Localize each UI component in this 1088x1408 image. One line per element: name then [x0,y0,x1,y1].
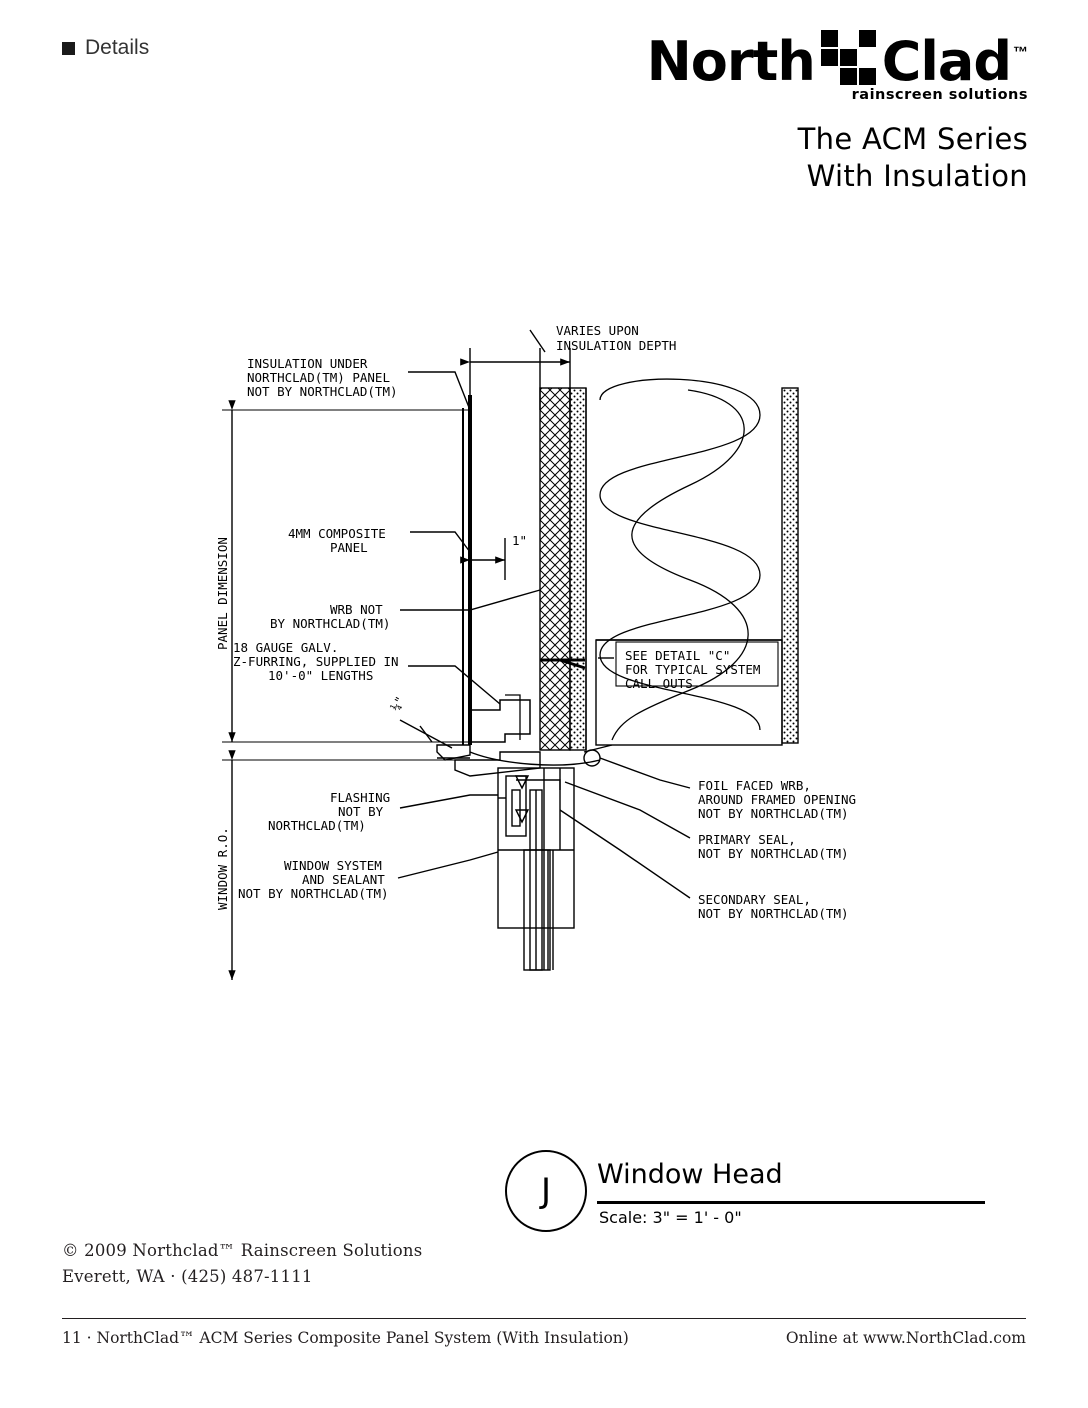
svg-text:PRIMARY SEAL,: PRIMARY SEAL, [698,832,796,847]
detail-scale: Scale: 3" = 1' - 0" [599,1208,742,1227]
copyright-line: © 2009 Northclad™ Rainscreen Solutions [62,1241,423,1260]
svg-text:4MM COMPOSITE: 4MM COMPOSITE [288,526,386,541]
details-tag [62,36,149,60]
svg-text:SECONDARY SEAL,: SECONDARY SEAL, [698,892,811,907]
copyright-block [62,1238,422,1289]
svg-text:NOT BY: NOT BY [338,804,384,819]
svg-text:WINDOW R.O.: WINDOW R.O. [215,827,230,910]
svg-text:WINDOW SYSTEM: WINDOW SYSTEM [284,858,382,873]
logo-text-north: North [646,30,815,93]
svg-text:18 GAUGE GALV.: 18 GAUGE GALV. [233,640,339,655]
detail-bubble [505,1150,587,1232]
svg-text:CALL OUTS: CALL OUTS [625,676,693,691]
logo-text-clad: Clad [881,30,1011,93]
series-title-line2: With Insulation [806,159,1028,194]
address-line: Everett, WA · (425) 487-1111 [62,1266,313,1286]
detail-bubble-letter: J [540,1171,552,1211]
svg-text:NOT BY NORTHCLAD(TM): NOT BY NORTHCLAD(TM) [247,384,398,399]
svg-text:Z-FURRING, SUPPLIED IN: Z-FURRING, SUPPLIED IN [233,654,399,669]
svg-text:INSULATION UNDER: INSULATION UNDER [247,356,368,371]
square-bullet-icon [62,42,75,55]
brand-logo [647,30,1028,195]
svg-text:NOT BY NORTHCLAD(TM): NOT BY NORTHCLAD(TM) [238,886,389,901]
svg-text:AND SEALANT: AND SEALANT [302,872,385,887]
svg-text:FLASHING: FLASHING [330,790,391,805]
window-head-detail-drawing [0,290,1088,1010]
svg-text:NOT BY NORTHCLAD(TM): NOT BY NORTHCLAD(TM) [698,846,849,861]
svg-text:SEE DETAIL "C": SEE DETAIL "C" [625,648,731,663]
svg-text:NOT BY NORTHCLAD(TM): NOT BY NORTHCLAD(TM) [698,906,849,921]
page-note: 11 · NorthClad™ ACM Series Composite Panel System (With Insulation) [62,1329,629,1347]
svg-text:1": 1" [512,533,528,548]
footer-divider [62,1318,1026,1319]
svg-text:PANEL: PANEL [330,540,368,555]
svg-text:FOIL FACED WRB,: FOIL FACED WRB, [698,778,811,793]
logo-tagline: rainscreen solutions [851,87,1028,103]
svg-text:WRB NOT: WRB NOT [330,602,383,617]
detail-title: Window Head [597,1159,783,1190]
svg-text:AROUND FRAMED OPENING: AROUND FRAMED OPENING [698,792,857,807]
svg-text:FOR TYPICAL SYSTEM: FOR TYPICAL SYSTEM [625,662,761,677]
svg-text:PANEL DIMENSION: PANEL DIMENSION [215,537,230,650]
svg-text:10'-0" LENGTHS: 10'-0" LENGTHS [268,668,374,683]
svg-text:NORTHCLAD(TM): NORTHCLAD(TM) [268,818,366,833]
svg-text:BY NORTHCLAD(TM): BY NORTHCLAD(TM) [270,616,391,631]
series-title-line1: The ACM Series [797,122,1028,156]
svg-text:¼": ¼" [388,694,408,714]
logo-trademark: ™ [1013,44,1028,61]
svg-text:NOT BY NORTHCLAD(TM): NOT BY NORTHCLAD(TM) [698,806,849,821]
logo-checker-icon [821,30,876,85]
details-label: Details [85,36,150,59]
detail-rule [597,1201,985,1204]
detail-caption [505,1150,1005,1240]
svg-text:INSULATION DEPTH: INSULATION DEPTH [556,338,677,353]
online-note: Online at www.NorthClad.com [785,1329,1026,1347]
svg-text:NORTHCLAD(TM) PANEL: NORTHCLAD(TM) PANEL [247,370,390,385]
svg-text:VARIES UPON: VARIES UPON [556,323,639,338]
